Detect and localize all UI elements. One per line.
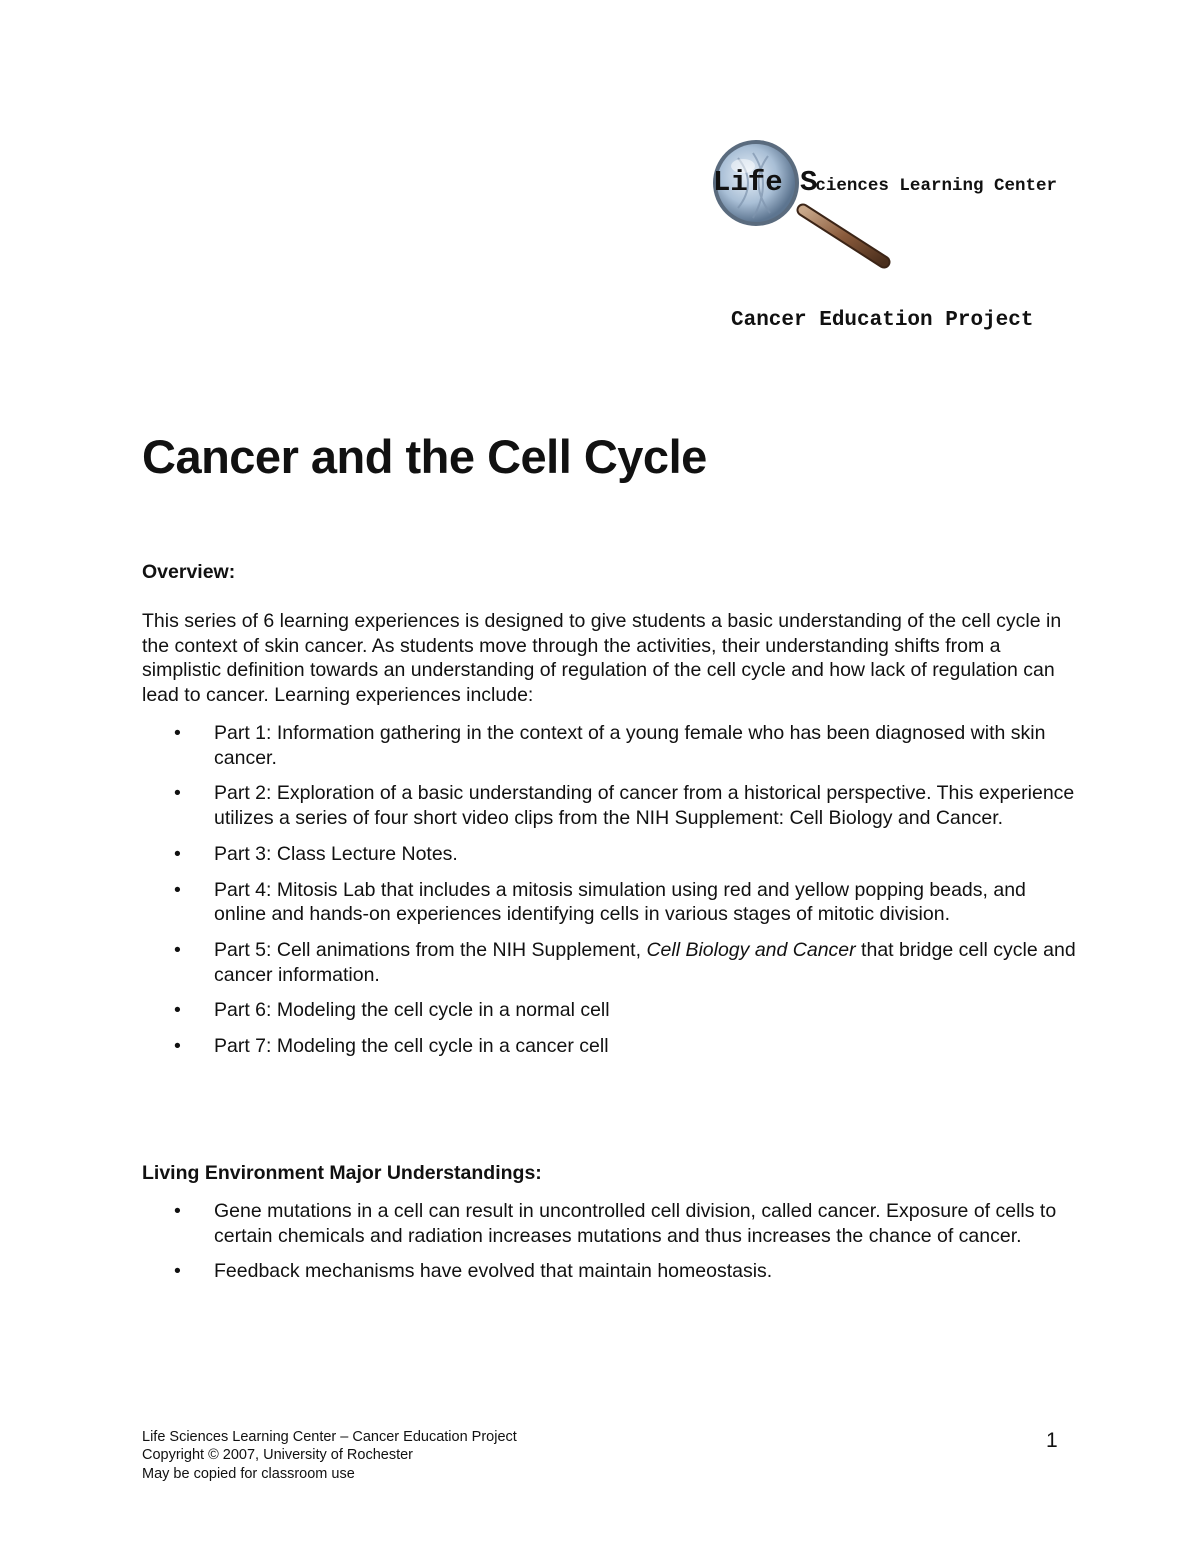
logo-wordmark	[713, 166, 1057, 199]
bullet-icon: •	[174, 842, 181, 865]
bullet-icon: •	[174, 1035, 181, 1058]
project-name: Cancer Education Project	[731, 309, 1034, 332]
publication-title: Cell Biology and Cancer	[646, 938, 856, 961]
bullet-icon: •	[174, 782, 181, 805]
bullet-icon: •	[174, 938, 181, 961]
list-item: • Part 1: Information gathering in the context of a young female who has been diagnosed with skin cancer.	[174, 722, 1046, 769]
logo-life-text: Life S	[713, 166, 818, 199]
page-title: Cancer and the Cell Cycle	[142, 430, 707, 483]
bullet-icon: •	[174, 999, 181, 1022]
bullet-icon: •	[174, 878, 181, 901]
bullet-icon: •	[174, 1200, 181, 1222]
footer-line: Life Sciences Learning Center – Cancer Education Project	[142, 1429, 517, 1445]
learning-experiences-list	[142, 721, 1077, 1070]
list-item: • Part 7: Modeling the cell cycle in a cancer cell	[174, 1035, 609, 1058]
list-item: • Part 5: Cell animations from the NIH Supplement, Cell Biology and Cancer that bridge cell cycle and cancer information.	[174, 938, 1076, 986]
list-item: • Feedback mechanisms have evolved that maintain homeostasis.	[174, 1260, 773, 1283]
list-item: • Part 6: Modeling the cell cycle in a normal cell	[174, 999, 610, 1022]
page-footer	[142, 1428, 517, 1483]
footer-usage: May be copied for classroom use	[142, 1465, 355, 1482]
list-item: • Part 3: Class Lecture Notes.	[174, 842, 458, 865]
footer-copyright: Copyright © 2007, University of Rochester	[142, 1447, 413, 1464]
life-sciences-logo	[708, 138, 1088, 278]
overview-paragraph	[142, 609, 1077, 708]
list-item: • Part 4: Mitosis Lab that includes a mitosis simulation using red and yellow popping beads, and online and hands-on experiences identifying cells in various stages of mitotic division.	[174, 878, 1026, 926]
list-item: • Part 2: Exploration of a basic understanding of cancer from a historical perspective. This experience utilizes a series of four short video clips from the NIH Supplement: Cell Biology and Cancer.	[174, 782, 1075, 830]
page-number: 1	[1046, 1429, 1058, 1452]
understandings-list	[142, 1199, 1077, 1295]
bullet-icon: •	[174, 1260, 181, 1283]
bullet-icon: •	[174, 722, 181, 744]
logo-center-text: ciences Learning Center	[815, 176, 1057, 196]
overview-heading: Overview:	[142, 561, 236, 583]
list-item: • Gene mutations in a cell can result in uncontrolled cell division, called cancer. Exposure of cells to certain chemicals and radiation increases mutations and thus increases the chance of cancer.	[174, 1200, 1057, 1247]
understandings-heading: Living Environment Major Understandings:	[142, 1162, 542, 1184]
overview-text: This series of 6 learning experiences is designed to give students a basic understanding of the cell cycle in the context of skin cancer. As students move through the activities, their understanding shifts from a simplistic definition towards an understanding of regulation of the cell cycle and how lack of regulation can lead to cancer. Learning experiences include:	[142, 610, 1062, 707]
magnifying-glass-icon	[708, 138, 1088, 278]
